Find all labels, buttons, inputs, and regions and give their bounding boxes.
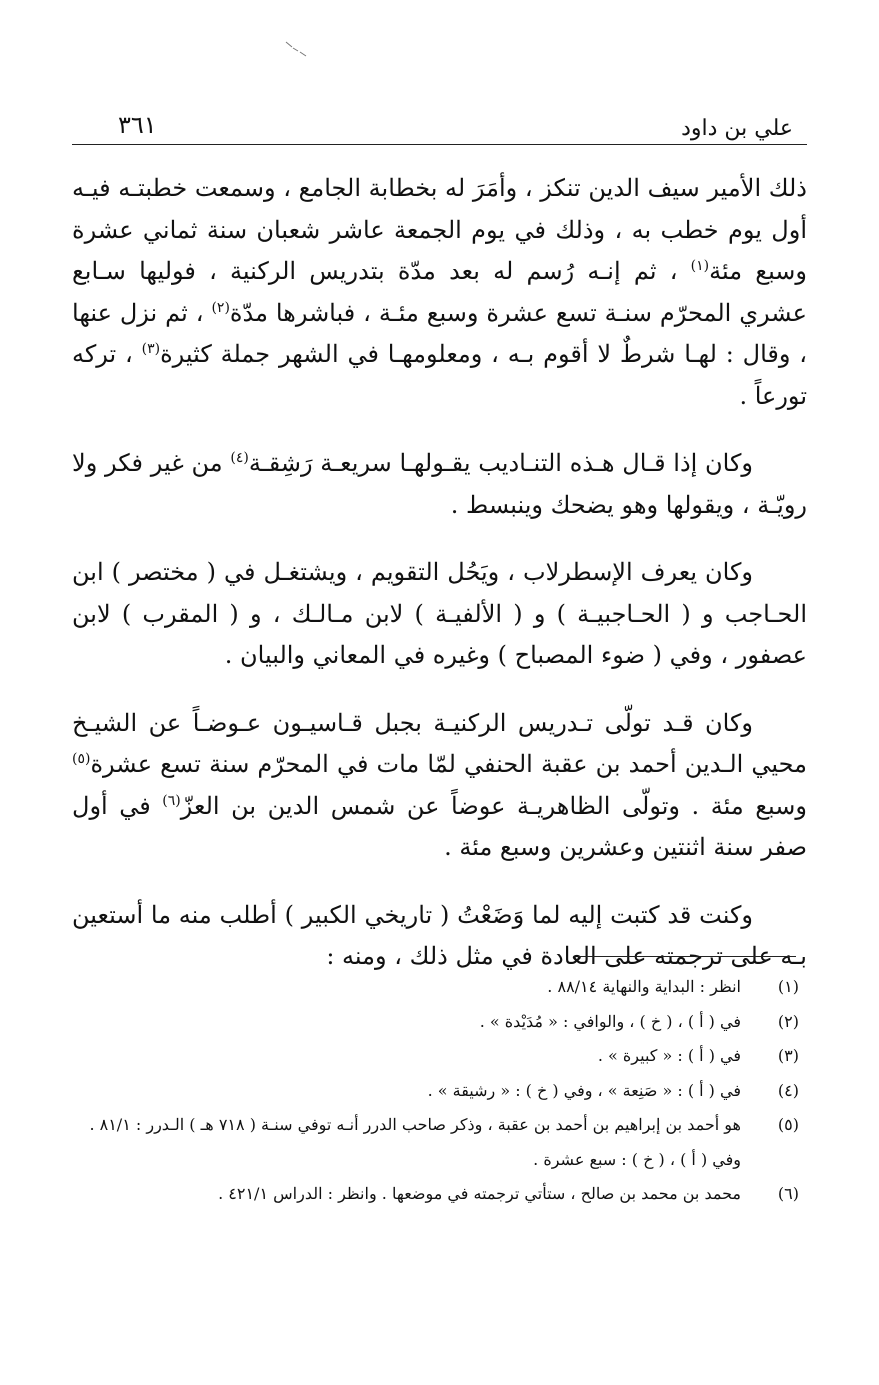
- main-text: [72, 168, 807, 1004]
- footnote-text: [70, 1074, 741, 1109]
- footnote-number: (٥): [777, 1115, 799, 1134]
- stray-ink-mark: [284, 40, 308, 58]
- footnote: [70, 970, 799, 1005]
- paragraph-1-text-d: ، تركه تورعاً .: [72, 340, 807, 410]
- footnote-separator: [578, 956, 796, 957]
- paragraph-4-text-c: في أول صفر سنة اثنتين وعشرين وسبع مئة .: [72, 791, 807, 861]
- paragraph-4-text-b: وسبع مئة . وتولّى الظاهريـة عوضاً عن شمس الدين بن العزّ: [180, 791, 807, 820]
- page-header: [72, 108, 807, 145]
- footnote: [70, 1074, 799, 1109]
- footnote-ref-6: (٦): [162, 792, 181, 809]
- footnote-ref-2: (٢): [211, 299, 230, 316]
- footnote-text: [70, 1108, 741, 1177]
- paragraph-4: [72, 703, 807, 869]
- footnote-ref-1: (١): [690, 258, 710, 274]
- footnote: [70, 1177, 799, 1212]
- paragraph-1-text-a: ذلك الأمير سيف الدين تنكز ، وأمَرَ له بخطابة الجامع ، وسمعت خطبتـه فيـه أول يوم خطب به ، وذلك في يوم الجمعة عاشر شعبان سنة ثماني عشرة وسبع مئة: [72, 174, 808, 285]
- paragraph-2: [72, 443, 807, 526]
- footnote-number: (٦): [777, 1184, 799, 1203]
- running-head: علي بن داود: [681, 116, 793, 141]
- footnote-ref-3: (٣): [141, 341, 161, 357]
- footnote-text: [70, 970, 741, 1005]
- paragraph-2-text-b: من غير فكر ولا رويّـة ، ويقولها وهو يضحك وينبسط .: [72, 449, 807, 519]
- footnote-number: (٣): [777, 1046, 799, 1065]
- footnote-line: في ( أ ) ، ( خ ) ، والوافي : « مُدَيْدة » .: [479, 1011, 741, 1031]
- footnote-line: انظر : البداية والنهاية ٨٨/١٤ .: [547, 977, 741, 996]
- footnote-line: وفي ( أ ) ، ( خ ) : سبع عشرة .: [533, 1149, 741, 1169]
- footnote-text: [70, 1005, 741, 1040]
- paragraph-1: [72, 168, 807, 417]
- paragraph-5: وكنت قد كتبت إليه لما وَضَعْتُ ( تاريخي الكبير ) أطلب منه ما أستعين بـه على ترجمته على العادة في مثل ذلك ، ومنه :: [72, 900, 807, 970]
- footnote-number: (٤): [777, 1080, 799, 1100]
- footnote: [70, 1039, 799, 1074]
- footnote: [70, 1005, 799, 1040]
- paragraph-4-text-a: وكان قـد تولّى تـدريس الركنيـة بجبل قـاسيـون عـوضـاً عن الشيـخ محيي الـدين أحمد بن عقبة الحنفي لمّا مات في المحرّم سنة تسع عشرة: [72, 708, 807, 778]
- footnote-number: (١): [777, 977, 799, 996]
- footnote-ref-5: (٥): [72, 751, 91, 767]
- footnote-line: في ( أ ) : « كبيرة » .: [597, 1046, 741, 1065]
- footnote-line: هو أحمد بن إبراهيم بن أحمد بن عقبة ، وذكر صاحب الدرر أنـه توفي سنـة ( ٧١٨ هـ ) الـدرر : ٨١/١ .: [89, 1115, 741, 1134]
- footnote-line: محمد بن محمد بن صالح ، ستأتي ترجمته في موضعها . وانظر : الدراس ٤٢١/١ .: [218, 1184, 741, 1203]
- paragraph-2-text-a: وكان إذا قـال هـذه التنـاديب يقـولهـا سريعـة رَشِقـة: [248, 449, 753, 477]
- footnote-number: (٢): [777, 1011, 799, 1031]
- footnote-text: [70, 1039, 741, 1074]
- footnote-ref-4: (٤): [230, 450, 249, 466]
- footnotes: [70, 970, 799, 1212]
- page-number: ٣٦١: [118, 111, 157, 139]
- footnote-text: [70, 1177, 741, 1212]
- paragraph-1-text-b: ، ثم إنـه رُسم له بعد مدّة بتدريس الركنية ، فوليها سـابع عشري المحرّم سنـة تسع عشرة وسبع مئـة ، فباشرها مدّة: [72, 257, 808, 327]
- paragraph-3: وكان يعرف الإسطرلاب ، ويَحُل التقويم ، ويشتغـل في ( مختصر ) ابن الحـاجب و ( الحـاجبيـة ) و ( الألفيـة ) لابن مـالـك ، و ( المقرب ) لابن عصفور ، وفي ( ضوء المصباح ) وغيره في المعاني والبيان .: [72, 558, 807, 669]
- footnote: [70, 1108, 799, 1177]
- paragraph-1-text-c: ، ثم نزل عنها ، وقال : لهـا شرطٌ لا أقوم بـه ، ومعلومهـا في الشهر جملة كثيرة: [72, 298, 808, 368]
- footnote-line: في ( أ ) : « صَنِعة » ، وفي ( خ ) : « رشيقة » .: [427, 1080, 741, 1100]
